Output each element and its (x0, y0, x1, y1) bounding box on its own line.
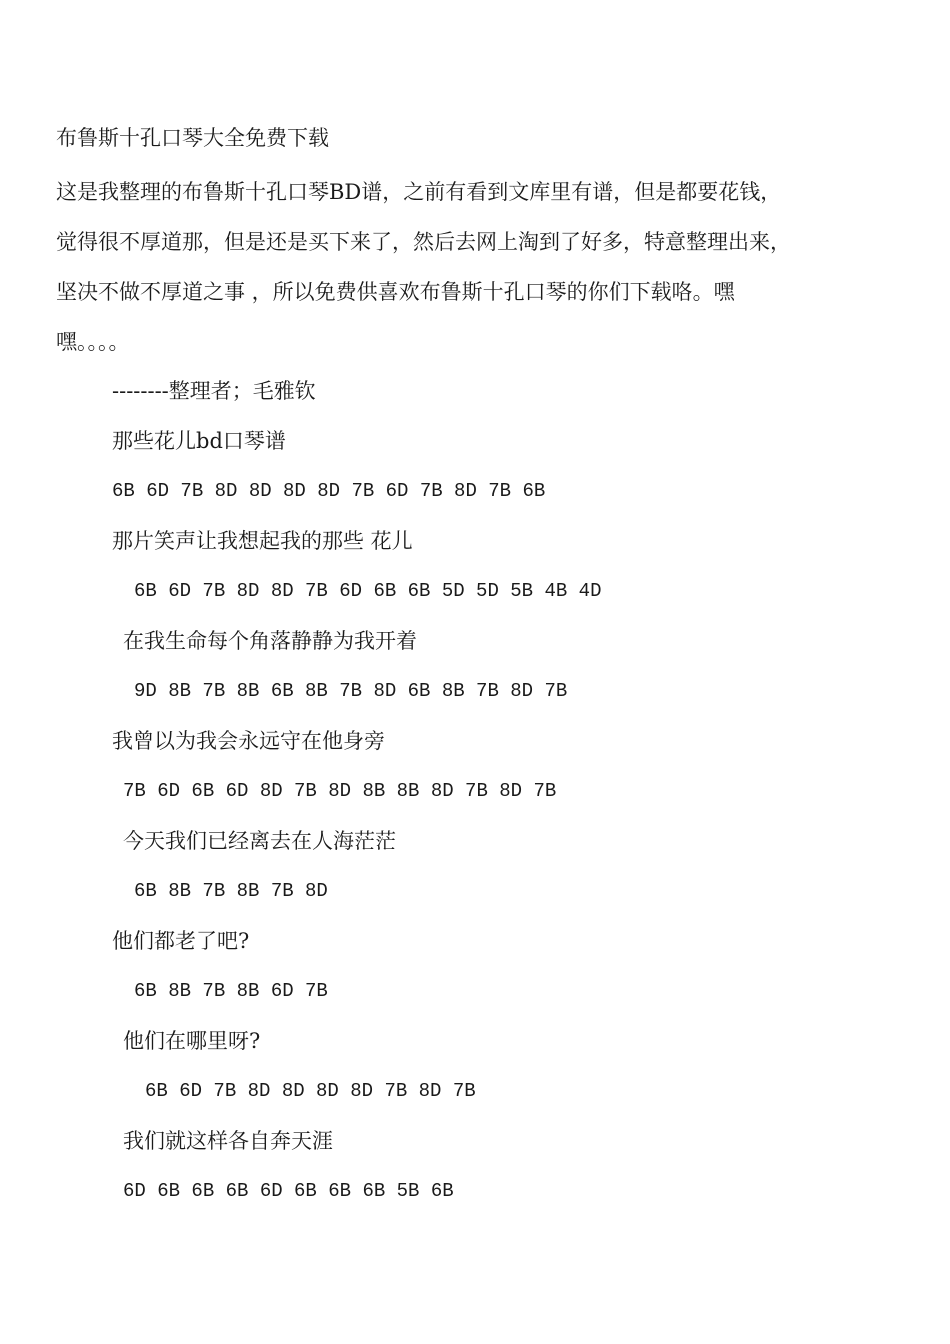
notation-line: 6D 6B 6B 6B 6D 6B 6B 6B 5B 6B (123, 1180, 454, 1202)
notation-line: 6B 8B 7B 8B 7B 8D (134, 880, 328, 902)
notation-line: 9D 8B 7B 8B 6B 8B 7B 8D 6B 8B 7B 8D 7B (134, 680, 568, 702)
lyric-line: 在我生命每个角落静静为我开着 (123, 629, 417, 653)
lyric-line: 那片笑声让我想起我的那些 花儿 (112, 529, 413, 553)
song-title: 那些花儿bd口琴谱 (112, 429, 286, 453)
intro-line-2: 觉得很不厚道那，但是还是买下来了，然后去网上淘到了好多，特意整理出来， (56, 230, 791, 254)
intro-line-1: 这是我整理的布鲁斯十孔口琴BD谱，之前有看到文库里有谱，但是都要花钱， (56, 180, 782, 204)
intro-line-3: 坚决不做不厚道之事 ，所以免费供喜欢布鲁斯十孔口琴的你们下载咯。嘿 (56, 280, 735, 304)
document-title: 布鲁斯十孔口琴大全免费下载 (56, 126, 329, 150)
intro-line-4: 嘿。。。。 (56, 330, 130, 354)
lyric-line: 今天我们已经离去在人海茫茫 (123, 829, 396, 853)
notation-line: 7B 6D 6B 6D 8D 7B 8D 8B 8B 8D 7B 8D 7B (123, 780, 557, 802)
lyric-line: 我曾以为我会永远守在他身旁 (112, 729, 385, 753)
notation-line: 6B 6D 7B 8D 8D 8D 8D 7B 8D 7B (145, 1080, 476, 1102)
notation-line: 6B 8B 7B 8B 6D 7B (134, 980, 328, 1002)
notation-line: 6B 6D 7B 8D 8D 8D 8D 7B 6D 7B 8D 7B 6B (112, 480, 546, 502)
compiler-credit: --------整理者；毛雅钦 (112, 379, 316, 403)
notation-line: 6B 6D 7B 8D 8D 7B 6D 6B 6B 5D 5D 5B 4B 4D (134, 580, 602, 602)
lyric-line: 他们都老了吧? (112, 929, 250, 953)
lyric-line: 他们在哪里呀? (123, 1029, 261, 1053)
lyric-line: 我们就这样各自奔天涯 (123, 1129, 333, 1153)
